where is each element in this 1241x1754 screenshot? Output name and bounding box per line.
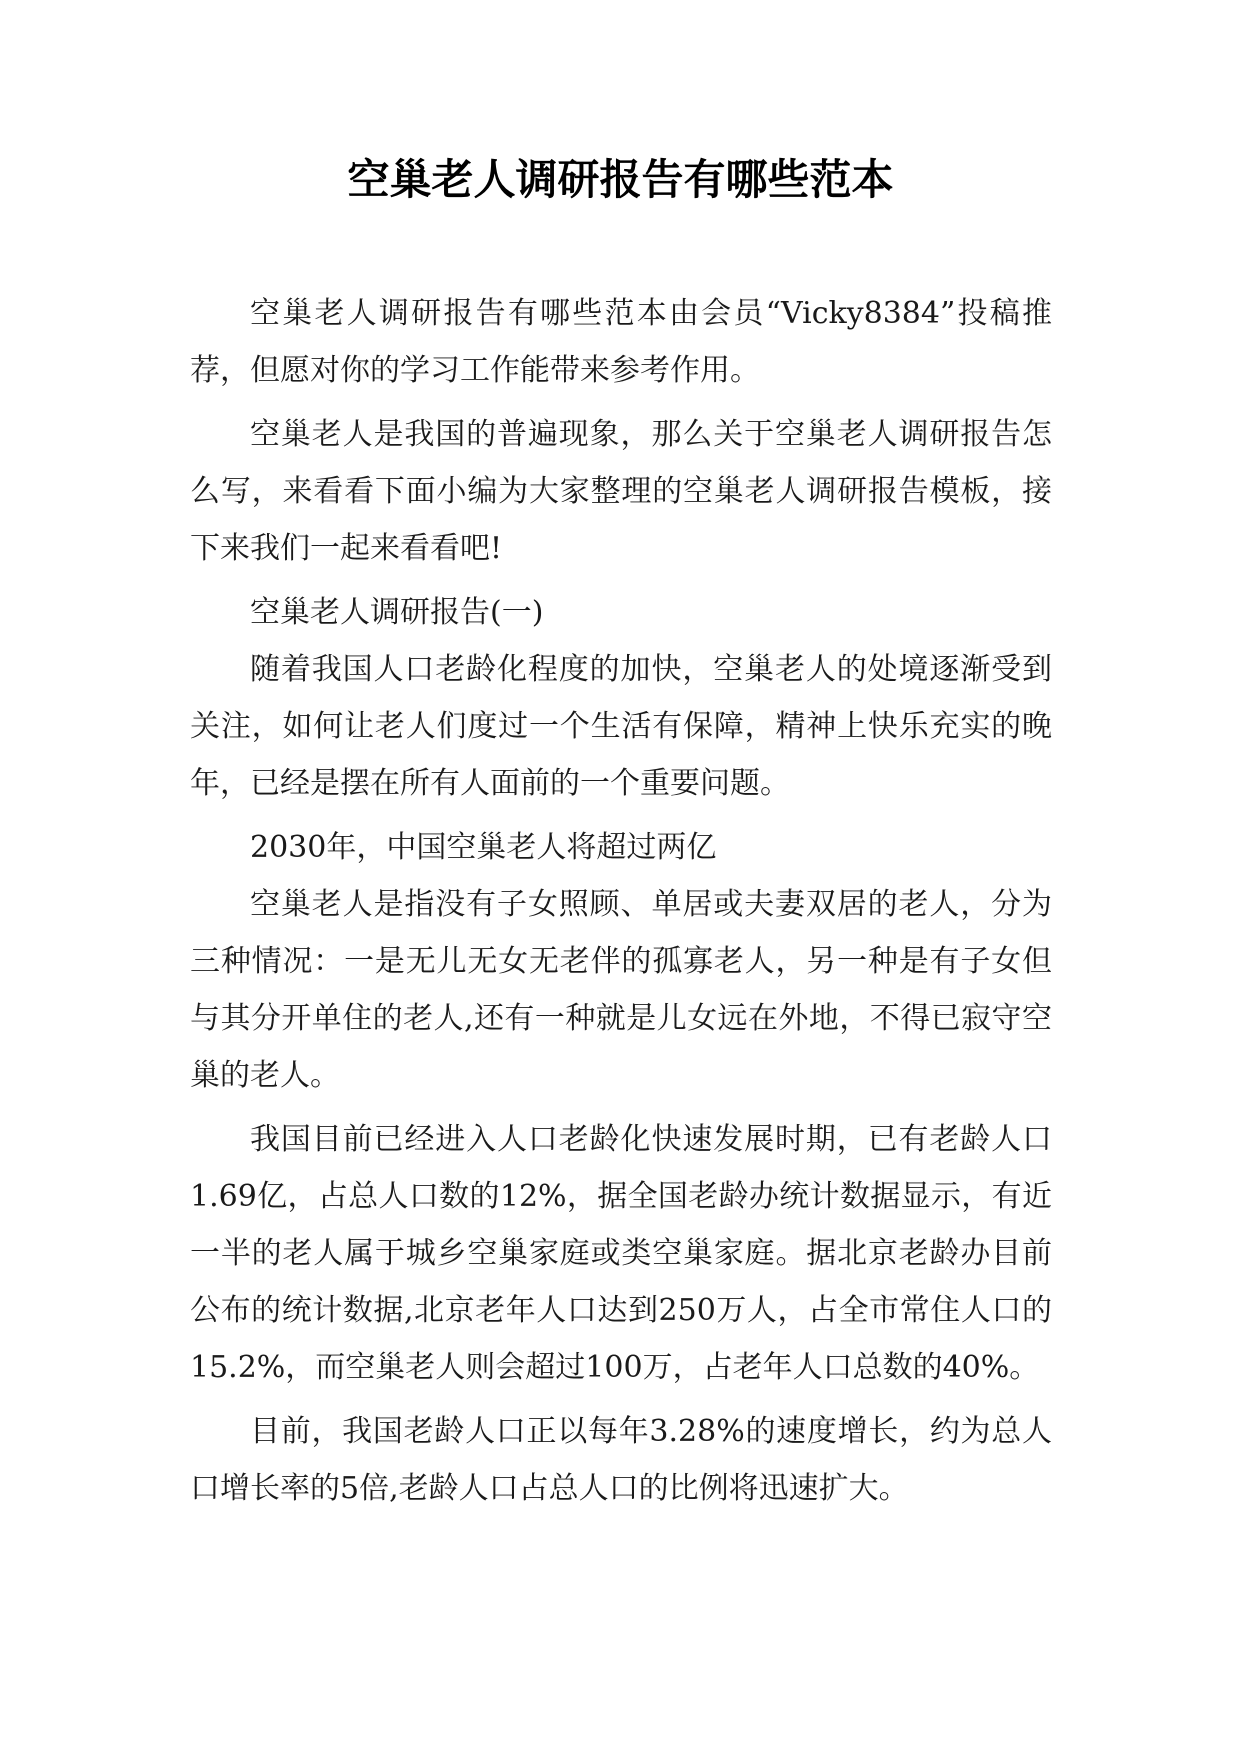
subheading-2030: 2030年，中国空巢老人将超过两亿 — [250, 830, 717, 865]
paragraph-context: 随着我国人口老龄化程度的加快，空巢老人的处境逐渐受到关注，如何让老人们度过一个生活有保障，精神上快乐充实的晚年，已经是摆在所有人面前的一个重要问题。 — [190, 652, 1052, 801]
paragraph-definition: 空巢老人是指没有子女照顾、单居或夫妻双居的老人，分为三种情况：一是无儿无女无老伴的孤寡老人，另一种是有子女但与其分开单住的老人,还有一种就是儿女远在外地，不得已寂守空巢的老人。 — [190, 887, 1052, 1093]
paragraph-statistics: 我国目前已经进入人口老龄化快速发展时期，已有老龄人口1.69亿，占总人口数的12%，据全国老龄办统计数据显示，有近一半的老人属于城乡空巢家庭或类空巢家庭。据北京老龄办目前公布的统计数据,北京老年人口达到250万人，占全市常住人口的15.2%，而空巢老人则会超过100万，占老年人口总数的40%。 — [190, 1122, 1052, 1385]
paragraph-overview: 空巢老人是我国的普遍现象，那么关于空巢老人调研报告怎么写，来看看下面小编为大家整理的空巢老人调研报告模板，接下来我们一起来看看吧! — [190, 417, 1052, 566]
document-body — [190, 285, 1052, 1524]
paragraph-growth: 目前，我国老龄人口正以每年3.28%的速度增长，约为总人口增长率的5倍,老龄人口占总人口的比例将迅速扩大。 — [190, 1414, 1052, 1506]
section-heading: 空巢老人调研报告(一) — [250, 595, 544, 630]
document-title: 空巢老人调研报告有哪些范本 — [347, 155, 894, 204]
paragraph-intro: 空巢老人调研报告有哪些范本由会员“Vicky8384”投稿推荐，但愿对你的学习工作能带来参考作用。 — [190, 296, 1052, 388]
